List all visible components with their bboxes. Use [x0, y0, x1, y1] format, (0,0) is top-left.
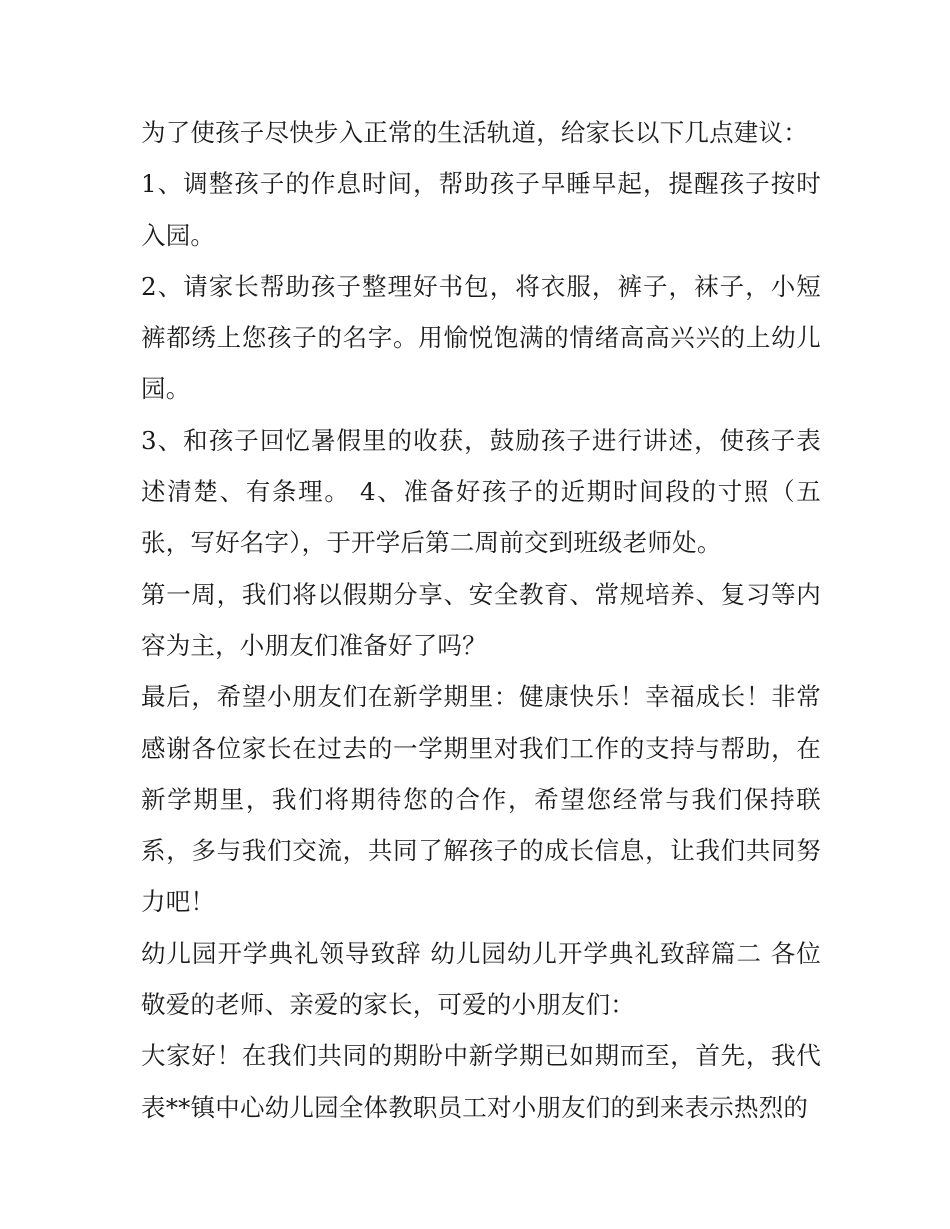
paragraph-intro: 为了使孩子尽快步入正常的生活轨道，给家长以下几点建议：	[141, 118, 808, 147]
paragraph-speech-title: 幼儿园开学典礼领导致辞 幼儿园幼儿开学典礼致辞篇二 各位敬爱的老师、亲爱的家长，可爱的小朋友们：	[141, 938, 821, 1020]
paragraph-speech-greeting: 大家好！在我们共同的期盼中新学期已如期而至，首先，我代表**镇中心幼儿园全体教职员工对小朋友们的到来表示热烈的	[141, 1041, 821, 1122]
paragraph-suggestion-1: 1、调整孩子的作息时间，帮助孩子早睡早起，提醒孩子按时入园。	[141, 169, 821, 250]
paragraph-suggestion-3-4: 3、和孩子回忆暑假里的收获，鼓励孩子进行讲述，使孩子表述清楚、有条理。 4、准备好孩子的近期时间段的寸照（五张，写好名字），于开学后第二周前交到班级老师处。	[141, 425, 821, 558]
paragraph-closing: 最后，希望小朋友们在新学期里：健康快乐！幸福成长！非常感谢各位家长在过去的一学期里对我们工作的支持与帮助，在新学期里，我们将期待您的合作，希望您经常与我们保持联系，多与我们交流，共同了解孩子的成长信息，让我们共同努力吧！	[141, 682, 821, 917]
paragraph-first-week: 第一周，我们将以假期分享、安全教育、常规培养、复习等内容为主，小朋友们准备好了吗？	[141, 579, 821, 660]
paragraph-suggestion-2: 2、请家长帮助孩子整理好书包，将衣服，裤子，袜子，小短裤都绣上您孩子的名字。用愉悦饱满的情绪高高兴兴的上幼儿园。	[141, 271, 821, 404]
document-body	[141, 107, 821, 1133]
